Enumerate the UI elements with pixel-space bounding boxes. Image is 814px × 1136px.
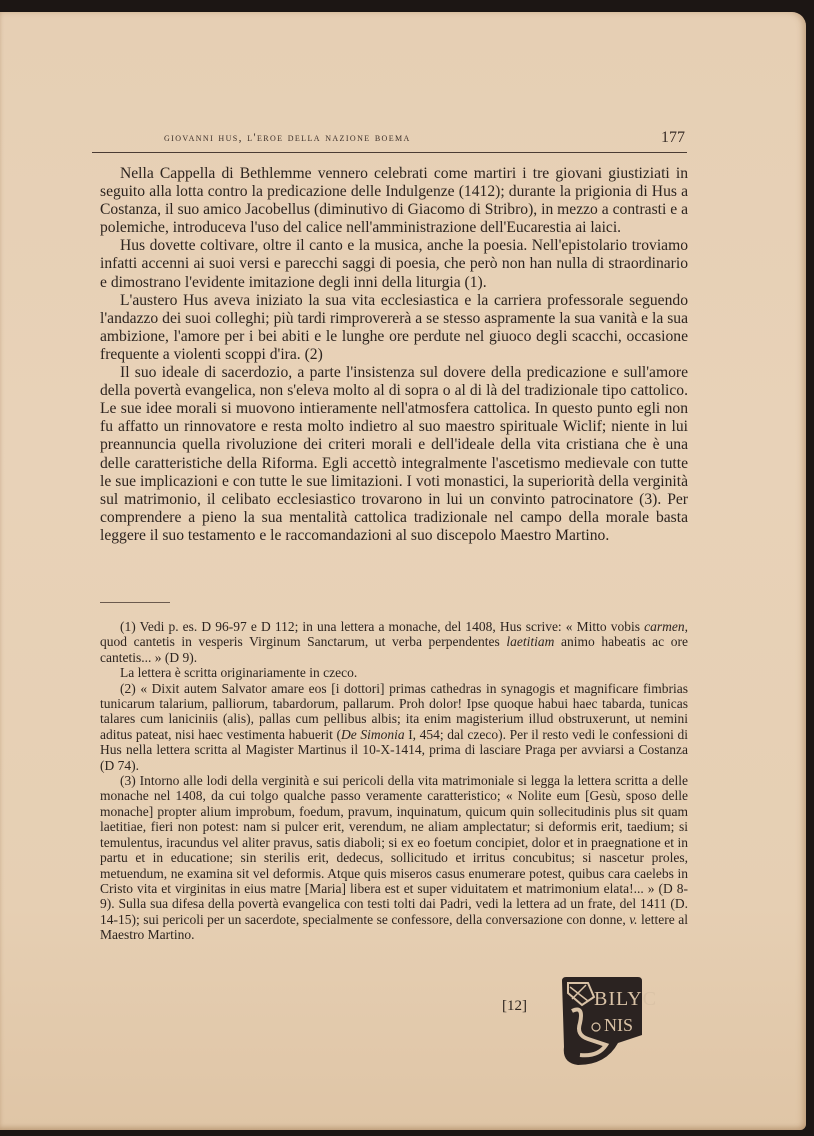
footnote-text: lettere al Maestro Martino.	[100, 911, 688, 943]
body-text	[100, 165, 688, 545]
footnote-1-note: La lettera è scritta originariamente in czeco.	[120, 665, 358, 681]
footnote-text: (2) « Dixit autem Salvator amare eos [i dottori] primas cathedras in synagogis et magnificare fimbrias tunicarum talarium, palliorum, tabardorum, pallarum. Proh dolor! Ipse quoque habui haec tabarda, tunicas talares cum laniciniis (alis), pallas cum pellibus albis; ita enim magisterium illud obstruxerunt, ut nemini aditus pateat, nisi haec vestimenta habuerit (	[100, 680, 688, 742]
logo-text-top: BILYC	[594, 988, 657, 1010]
footnotes	[100, 619, 688, 943]
footnote-3	[100, 773, 688, 942]
footnote-text: (3) Intorno alle lodi della verginità e sui pericoli della vita matrimoniale si legga la lettera scritta a delle monache nel 1408, da cui tolgo qualche passo veramente caratteristico; « Nolite eum [Gesù, sposo delle monache] propter alium improbum, foedum, pravum, inquinatum, quicum quin sollecitudinis plus sit quam laetitiae, fieri non potest: nam si pulcer erit, verendum, ne aliam amplectatur; si deformis erit, taedium; si temulentus, iracundus vel aliter pravus, satis diaboli; si ex eo foetum concipiet, dolor et in praegnatione et in partu et in educatione; sin sterilis erit, dedecus, sollicitudo et irritus concubitus; si nascetur proles, metuendum, ne examina sit vel deformis. Atque quis miseros casus enumerare potest, quibus cara caelebs in Cristo vita et virginitas in eius matre [Maria] libera est et super viduitatem et matrimonium elata!... » (D 8-9). Sulla sua difesa della povertà evangelica con testi tolti dai Padri, vedi la lettera ad un frate, del 1411 (D. 14-15); sui pericoli per un sacerdote, specialmente se confessore, della conversazione con donne,	[100, 773, 688, 927]
footnote-2	[100, 681, 688, 773]
paragraph: Nella Cappella di Bethlemme vennero celebrati come martiri i tre giovani giustiziati in seguito alla lotta contro la predicazione delle Indulgenze (1412); durante la prigionia di Hus a Costanza, il suo amico Jacobellus (diminutivo di Giacomo di Stribro), in mezzo a contrasti e a polemiche, introduceva l'uso del calice nell'amministrazione dell'Eucarestia ai laici.	[100, 165, 688, 237]
footnote-italic: De Simonia	[340, 726, 405, 742]
footnote-text: (1) Vedi p. es. D 96-97 e D 112; in una lettera a monache, del 1408, Hus scrive: « Mitto vobis	[120, 619, 645, 634]
paragraph: Hus dovette coltivare, oltre il canto e la musica, anche la poesia. Nell'epistolario troviamo infatti accenni ai suoi versi e parecchi saggi di poesia, che però non han nulla di straordinario e dimostrano l'evidente imitazione degli inni della liturgia (1).	[100, 237, 688, 291]
footnote-italic: carmen	[644, 619, 685, 634]
publisher-emblem-icon	[558, 975, 657, 1067]
running-title: giovanni hus, l'eroe della nazione boema	[164, 132, 411, 144]
page-number: 177	[661, 129, 685, 146]
signature-mark: [12]	[502, 998, 527, 1014]
footnote-1	[100, 619, 688, 665]
footnote-text: animo habeatis ac ore cantetis... » (D 9).	[100, 634, 688, 665]
footnote-rule	[100, 602, 170, 603]
footnote-text: , quod cantetis in vesperis Virginum Sanctarum, ut verba perpendentes	[100, 619, 688, 650]
logo-text-bottom: NIS	[604, 1015, 634, 1035]
footnote-italic: v.	[629, 911, 638, 927]
paragraph: Il suo ideale di sacerdozio, a parte l'insistenza sul dovere della predicazione e sull'amore della povertà evangelica, non s'eleva molto al di sopra o al di là del tradizionale tipo cattolico. Le sue idee morali si muovono intieramente nell'atmosfera cattolica. In questo punto egli non fu affatto un rinnovatore e resta molto indietro al suo maestro spirituale Wiclif; niente in lui preannuncia quella rivoluzione dei criteri morali e dell'ideale della vita cristiana che è una delle caratteristiche della Riforma. Egli accettò integralmente l'ascetismo medievale con tutte le sue implicazioni e con tutte le sue limitazioni. I voti monastici, la superiorità della verginità sul matrimonio, il celibato ecclesiastico trovarono in lui un convinto patrocinatore (3). Per comprendere a pieno la sua mentalità cattolica tradizionale nel campo della morale basta leggere il suo testamento e le raccomandazioni al suo discepolo Maestro Martino.	[100, 364, 688, 544]
running-header	[92, 128, 687, 153]
paragraph: L'austero Hus aveva iniziato la sua vita ecclesiastica e la carriera professorale seguendo l'andazzo dei suoi colleghi; più tardi rimprovererà a se stesso aspramente la sua vanità e la sua ambizione, l'amore per i bei abiti e le lunghe ore perdute nel giuoco degli scacchi, occasione frequente a violenti scoppi d'ira. (2)	[100, 291, 688, 363]
footnote-text: I, 454; dal czeco). Per il resto vedi le confessioni di Hus nella lettera scritta al Magister Martinus il 10-X-1414, prima di lasciare Praga per avviarsi a Costanza (D 74).	[100, 726, 688, 773]
footnote-italic: laetitiam	[506, 634, 555, 650]
